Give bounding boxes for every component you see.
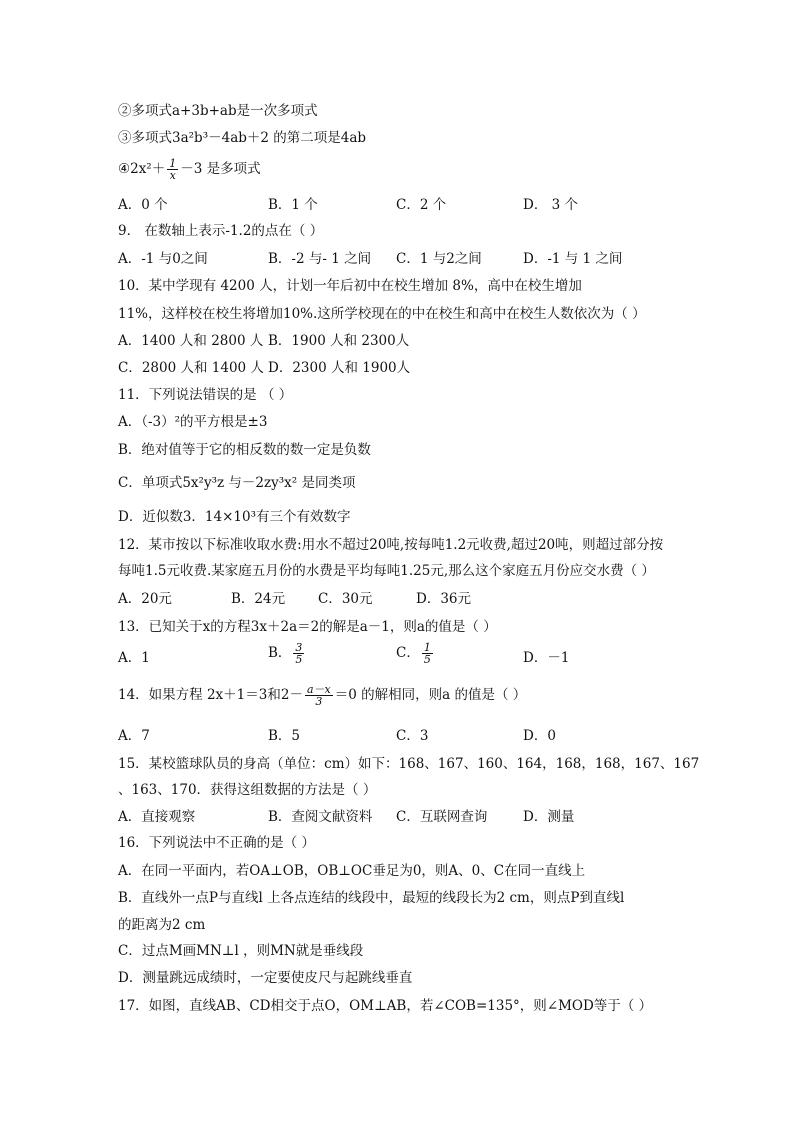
q9-option-d: D．-1 与 1 之间 — [523, 251, 623, 267]
q12-option-b: B．24元 — [231, 591, 286, 607]
q11-option-d: D．近似数3．14×10³有三个有效数字 — [118, 509, 351, 525]
fraction-denominator: 5 — [423, 653, 431, 666]
q13-option-c-label: C． — [396, 645, 420, 661]
fraction-numerator: 3 — [295, 641, 303, 654]
q16-option-c: C．过点M画MN⊥l ，则MN就是垂线段 — [118, 943, 364, 959]
q13-option-d: D．－1 — [523, 650, 570, 666]
question-15-line-2: 、163、170．获得这组数据的方法是（ ） — [118, 782, 377, 798]
q15-option-a: A．直接观察 — [118, 809, 196, 825]
question-13: 13．已知关于x的方程3x＋2a＝2的解是a－1，则a的值是（ ） — [118, 619, 497, 635]
fraction-numerator: 1 — [169, 157, 177, 170]
question-14 — [118, 684, 526, 707]
question-9: 9． 在数轴上表示-1.2的点在（ ） — [118, 223, 324, 239]
q12-option-a: A．20元 — [118, 591, 172, 607]
q16-option-b-line-1: B．直线外一点P与直线l 上各点连结的线段中，最短的线段长为2 cm，则点P到直线l — [118, 890, 625, 906]
question-12-line-1: 12．某市按以下标准收取水费:用水不超过20吨,按每吨1.2元收费,超过20吨，则超过部分按 — [118, 537, 664, 553]
q9-option-a: A．-1 与0之间 — [118, 251, 208, 267]
question-10-line-2: 11%，这样校在校生将增加10%.这所学校现在的中在校生和高中在校生人数依次为（ ） — [118, 306, 646, 322]
q14-option-a: A．7 — [118, 728, 150, 744]
q13-option-b — [268, 642, 306, 665]
q14-option-b: B．5 — [268, 728, 301, 744]
question-10-line-1: 10．某中学现有 4200 人，计划一年后初中在校生增加 8%，高中在校生增加 — [118, 278, 582, 294]
question-15-line-1: 15．某校篮球队员的身高（单位：cm）如下：168、167、160、164，168，168，167、167 — [118, 756, 700, 772]
question-17: 17．如图，直线AB、CD相交于点O，OM⊥AB，若∠COB=135°，则∠MOD等于（ ） — [118, 998, 653, 1014]
q16-option-b-line-2: 的距离为2 cm — [118, 917, 206, 933]
q13-option-b-label: B． — [268, 645, 292, 661]
q12-option-c: C．30元 — [318, 591, 373, 607]
q15-option-d: D．测量 — [523, 809, 575, 825]
statement-4-post: －3 是多项式 — [180, 161, 261, 177]
q14-fraction — [305, 684, 333, 707]
q8-option-c: C．2 个 — [396, 197, 447, 213]
q10-option-d: D．2300 人和 1900人 — [268, 360, 411, 376]
q16-option-d: D．测量跳远成绩时，一定要使皮尺与起跳线垂直 — [118, 970, 413, 986]
q14-option-d: D．0 — [523, 728, 556, 744]
q13-option-c — [396, 642, 435, 665]
q11-option-a: A．（-3）²的平方根是±3 — [118, 414, 268, 430]
q14-text-post: ＝0 的解相同，则a 的值是（ ） — [334, 687, 527, 703]
statement-4-pre: ④2x²＋ — [118, 161, 166, 177]
q13-option-c-fraction — [422, 642, 433, 665]
q12-option-d: D．36元 — [416, 591, 472, 607]
statement-3: ③多项式3a²b³－4ab＋2 的第二项是4ab — [118, 130, 367, 146]
statement-4 — [118, 158, 261, 181]
statement-4-fraction — [167, 158, 178, 181]
question-11: 11．下列说法错误的是 （ ） — [118, 387, 293, 403]
q8-option-d: D． 3 个 — [523, 197, 578, 213]
q13-option-b-fraction — [293, 642, 304, 665]
q14-option-c: C．3 — [396, 728, 429, 744]
q9-option-b: B．-2 与- 1 之间 — [268, 251, 372, 267]
statement-2: ②多项式a+3b+ab是一次多项式 — [118, 103, 318, 119]
question-12-line-2: 每吨1.5元收费.某家庭五月份的水费是平均每吨1.25元,那么这个家庭五月份应交水费（ ） — [118, 563, 655, 579]
q8-option-a: A．0 个 — [118, 197, 168, 213]
fraction-numerator: 1 — [423, 641, 431, 654]
fraction-denominator: 5 — [295, 653, 303, 666]
q11-option-b: B．绝对值等于它的相反数的数一定是负数 — [118, 442, 371, 458]
q10-option-c: C．2800 人和 1400 人 — [118, 360, 264, 376]
q9-option-c: C．1 与2之间 — [396, 251, 482, 267]
q10-option-a: A．1400 人和 2800 人 — [118, 333, 264, 349]
q8-option-b: B．1 个 — [268, 197, 318, 213]
q16-option-a: A．在同一平面内，若OA⊥OB，OB⊥OC垂足为0，则A、0、C在同一直线上 — [118, 863, 586, 879]
q15-option-c: C．互联网查询 — [396, 809, 488, 825]
fraction-numerator: a－x — [306, 683, 331, 696]
fraction-denominator: x — [169, 169, 176, 182]
q10-option-b: B．1900 人和 2300人 — [268, 333, 410, 349]
question-16: 16．下列说法中不正确的是（ ） — [118, 835, 315, 851]
q14-text-pre: 14．如果方程 2x＋1＝3和2－ — [118, 687, 303, 703]
q15-option-b: B．查阅文献资料 — [268, 809, 373, 825]
q13-option-a: A．1 — [118, 650, 150, 666]
q11-option-c: C．单项式5x²y³z 与－2zy³x² 是同类项 — [118, 475, 356, 491]
fraction-denominator: 3 — [315, 695, 323, 708]
